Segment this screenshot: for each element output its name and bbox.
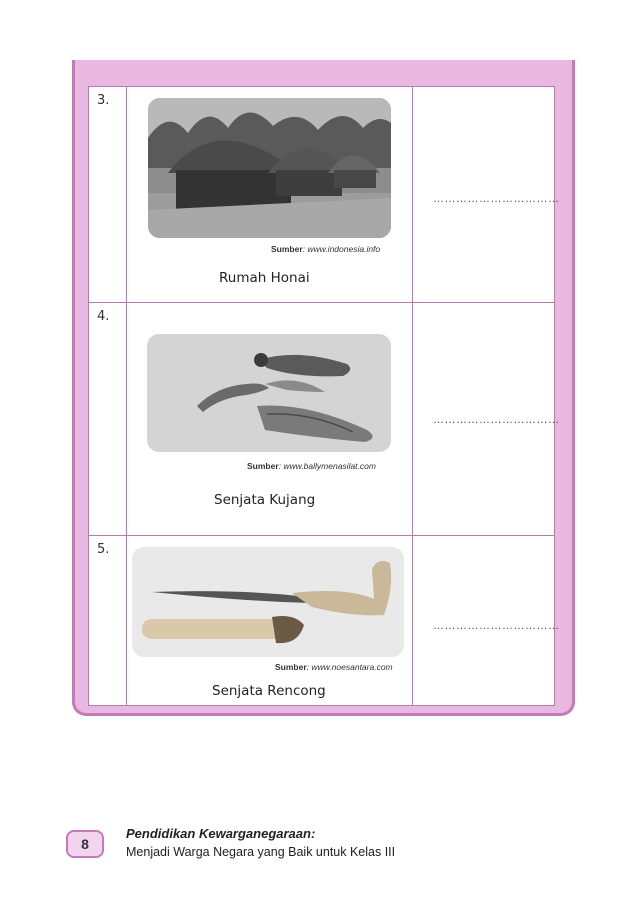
honai-hut-photo: [148, 98, 391, 238]
rencong-weapon-photo: [132, 547, 404, 657]
row-number: 3.: [97, 93, 110, 108]
answer-blank: ……………………………: [433, 620, 560, 632]
source-label: Sumber: [271, 244, 303, 254]
row-number: 5.: [97, 542, 110, 557]
page-number-badge: [66, 830, 104, 858]
image-caption: Rumah Honai: [219, 270, 310, 286]
table-row: [89, 536, 560, 707]
answer-blank: ……………………………: [433, 193, 560, 205]
image-source: [275, 662, 393, 672]
row-number: 4.: [97, 309, 110, 324]
book-title: Pendidikan Kewarganegaraan:: [126, 826, 316, 841]
source-label: Sumber: [247, 461, 279, 471]
answer-blank: ……………………………: [433, 414, 560, 426]
table-row: [89, 303, 560, 536]
table-row: [89, 87, 560, 303]
image-source: [247, 461, 376, 471]
image-source: [271, 244, 380, 254]
book-subtitle: Menjadi Warga Negara yang Baik untuk Kelas III: [126, 845, 396, 859]
source-url: : www.ballymenasilat.com: [278, 461, 376, 471]
source-label: Sumber: [275, 662, 307, 672]
activity-table: [88, 86, 560, 706]
image-caption: Senjata Kujang: [214, 492, 316, 508]
source-url: : www.noesantara.com: [306, 662, 393, 672]
source-url: : www.indonesia.info: [302, 244, 381, 254]
page-number: 8: [81, 836, 89, 852]
image-caption: Senjata Rencong: [212, 683, 326, 699]
kujang-weapon-photo: [147, 334, 391, 452]
